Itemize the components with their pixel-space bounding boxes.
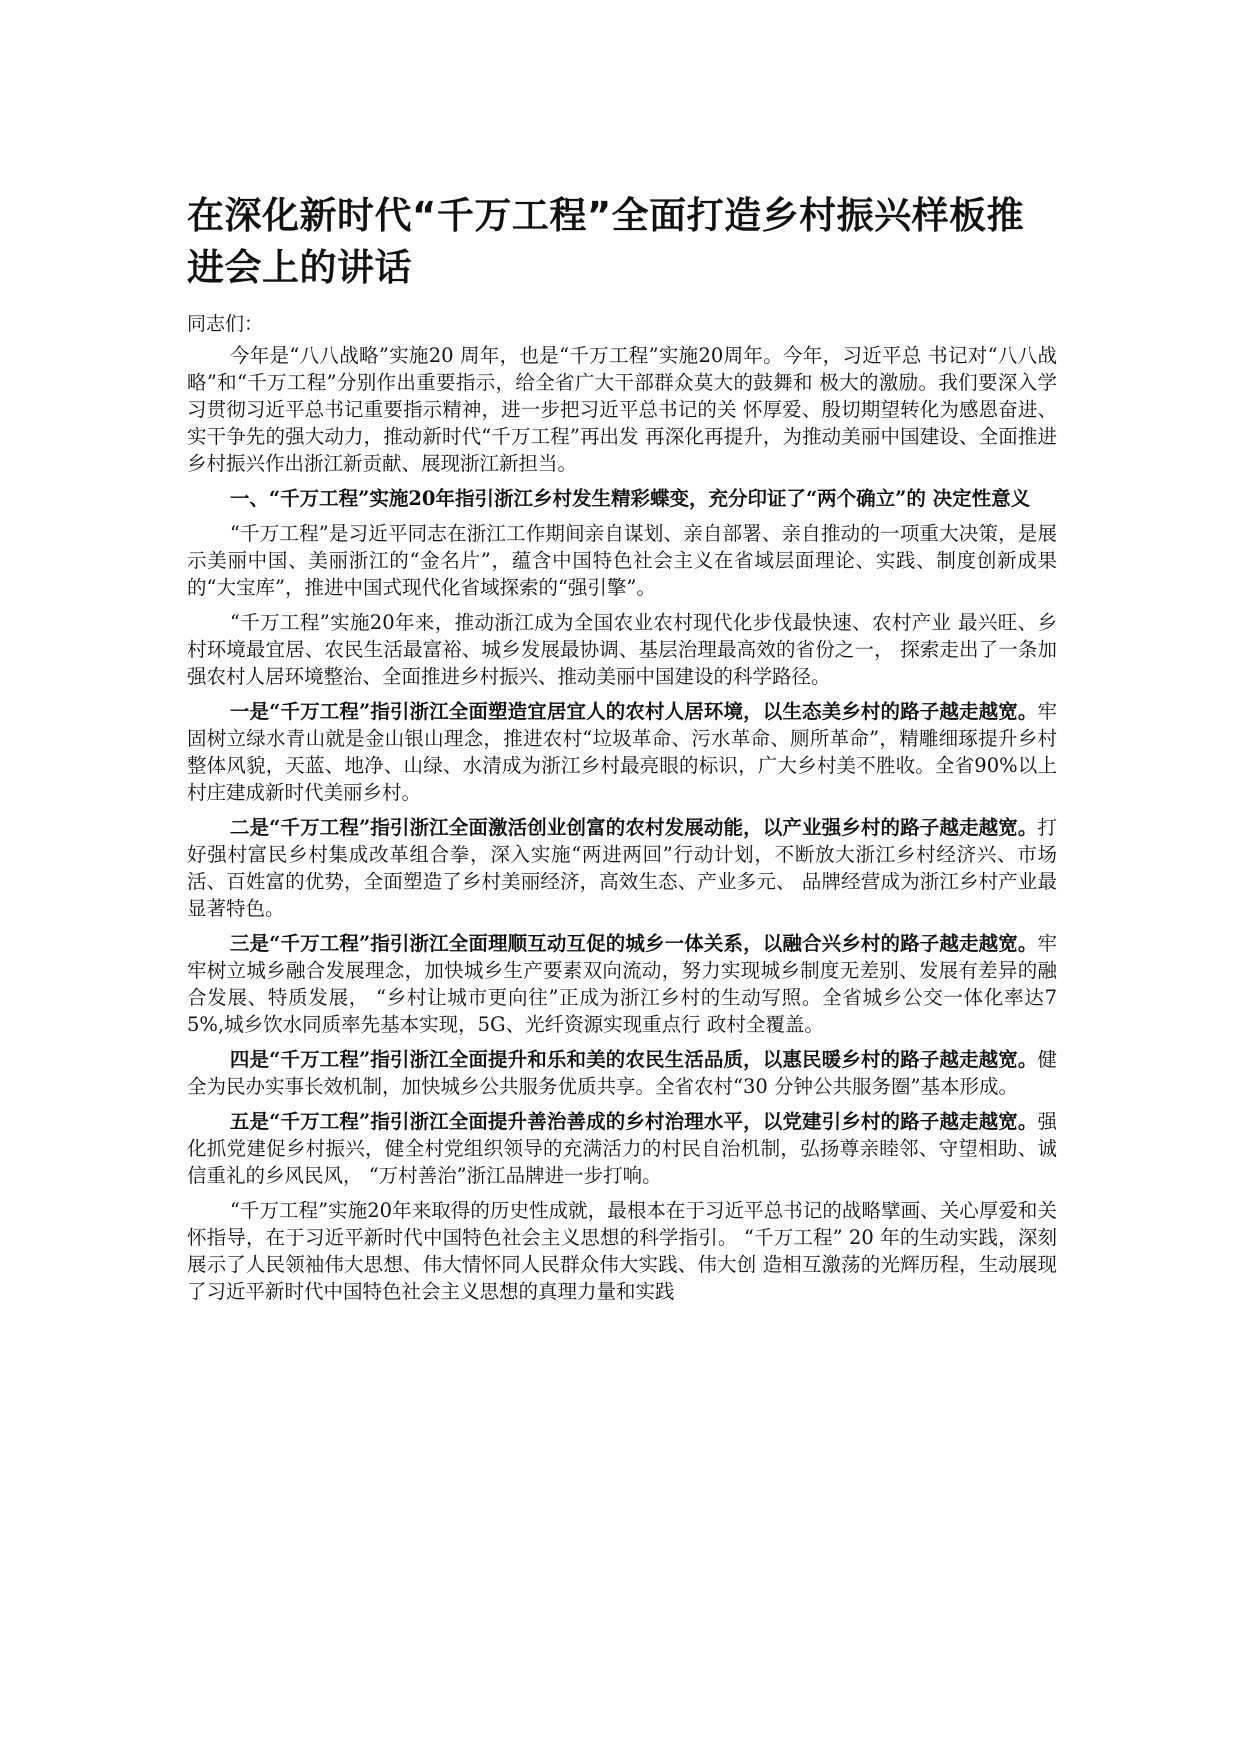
point-4-body: 健全为民办实事长效机制，加快城乡公共服务优质共享。全省农村“30 分钟公共服务圈”基本形成。 (187, 1048, 1057, 1098)
point-5 (187, 1108, 1057, 1189)
section-heading-1: 一、“千万工程”实施20年指引浙江乡村发生精彩蝶变，充分印证了“两个确立”的 决定性意义 (229, 487, 1031, 510)
salutation: 同志们： (187, 313, 264, 335)
paragraph-1: “千万工程”是习近平同志在浙江工作期间亲自谋划、亲自部署、亲自推动的一项重大决策，是展示美丽中国、美丽浙江的“金名片”，蕴含中国特色社会主义在省域层面理论、实践、制度创新成果的“大宝库”，推进中国式现代化省域探索的“强引擎”。 (187, 522, 1057, 599)
point-4-lead: 四是“千万工程”指引浙江全面提升和乐和美的农民生活品质，以惠民暖乡村的路子越走越宽。 (229, 1048, 1038, 1071)
point-1-body: 牢固树立绿水青山就是金山银山理念，推进农村“垃圾革命、污水革命、厕所革命”，精雕细琢提升乡村整体风貌，天蓝、地净、山绿、水清成为浙江乡村最亮眼的标识，广大乡村美不胜收。全省90%以上村庄建成新时代美丽乡村。 (187, 700, 1057, 804)
point-2-body: 打好强村富民乡村集成改革组合拳，深入实施“两进两回”行动计划，不断放大浙江乡村经济兴、市场活、百姓富的优势，全面塑造了乡村美丽经济，高效生态、产业多元、 品牌经营成为浙江乡村产业最显著特色。 (187, 816, 1057, 920)
point-5-lead: 五是“千万工程”指引浙江全面提升善治善成的乡村治理水平，以党建引乡村的路子越走越宽。 (229, 1110, 1038, 1133)
point-5-body: 强化抓党建促乡村振兴，健全村党组织领导的充满活力的村民自治机制，弘扬尊亲睦邻、守望相助、诚信重礼的乡风民风， “万村善治”浙江品牌进一步打响。 (187, 1110, 1057, 1187)
point-1-lead: 一是“千万工程”指引浙江全面塑造宜居宜人的农村人居环境，以生态美乡村的路子越走越宽。 (229, 700, 1038, 723)
point-2 (187, 814, 1057, 922)
point-3 (187, 930, 1057, 1038)
point-1 (187, 698, 1057, 806)
point-4 (187, 1046, 1057, 1100)
point-3-body: 牢牢树立城乡融合发展理念，加快城乡生产要素双向流动，努力实现城乡制度无差别、发展有差异的融合发展、特质发展， “乡村让城市更向往”正成为浙江乡村的生动写照。全省城乡公交一体化率达75%,城乡饮水同质率先基本实现，5G、光纤资源实现重点行 政村全覆盖。 (187, 932, 1057, 1036)
document-page (187, 190, 1057, 1313)
document-title: 在深化新时代“千万工程”全面打造乡村振兴样板推进会上的讲话 (187, 194, 1025, 289)
intro-paragraph: 今年是“八八战略”实施20 周年，也是“千万工程”实施20周年。今年，习近平总 书记对“八八战略”和“千万工程”分别作出重要指示，给全省广大干部群众莫大的鼓舞和 极大的激励。我们要深入学习贯彻习近平总书记重要指示精神，进一步把习近平总书记的关 怀厚爱、殷切期望转化为感恩奋进、实干争先的强大动力，推动新时代“千万工程”再出发 再深化再提升，为推动美丽中国建设、全面推进乡村振兴作出浙江新贡献、展现浙江新担当。 (187, 344, 1057, 475)
paragraph-3: “千万工程”实施20年来取得的历史性成就，最根本在于习近平总书记的战略擘画、关心厚爱和关怀指导，在于习近平新时代中国特色社会主义思想的科学指引。 “千万工程” 20 年的生动实践，深刻展示了人民领袖伟大思想、伟大情怀同人民群众伟大实践、伟大创 造相互激荡的光辉历程，生动展现了习近平新时代中国特色社会主义思想的真理力量和实践 (187, 1199, 1057, 1303)
point-3-lead: 三是“千万工程”指引浙江全面理顺互动互促的城乡一体关系，以融合兴乡村的路子越走越宽。 (229, 932, 1038, 955)
paragraph-2: “千万工程”实施20年来，推动浙江成为全国农业农村现代化步伐最快速、农村产业 最兴旺、乡村环境最宜居、农民生活最富裕、城乡发展最协调、基层治理最高效的省份之一， 探索走出了一条加强农村人居环境整治、全面推进乡村振兴、推动美丽中国建设的科学路径。 (187, 611, 1057, 688)
point-2-lead: 二是“千万工程”指引浙江全面激活创业创富的农村发展动能，以产业强乡村的路子越走越宽。 (229, 816, 1038, 839)
